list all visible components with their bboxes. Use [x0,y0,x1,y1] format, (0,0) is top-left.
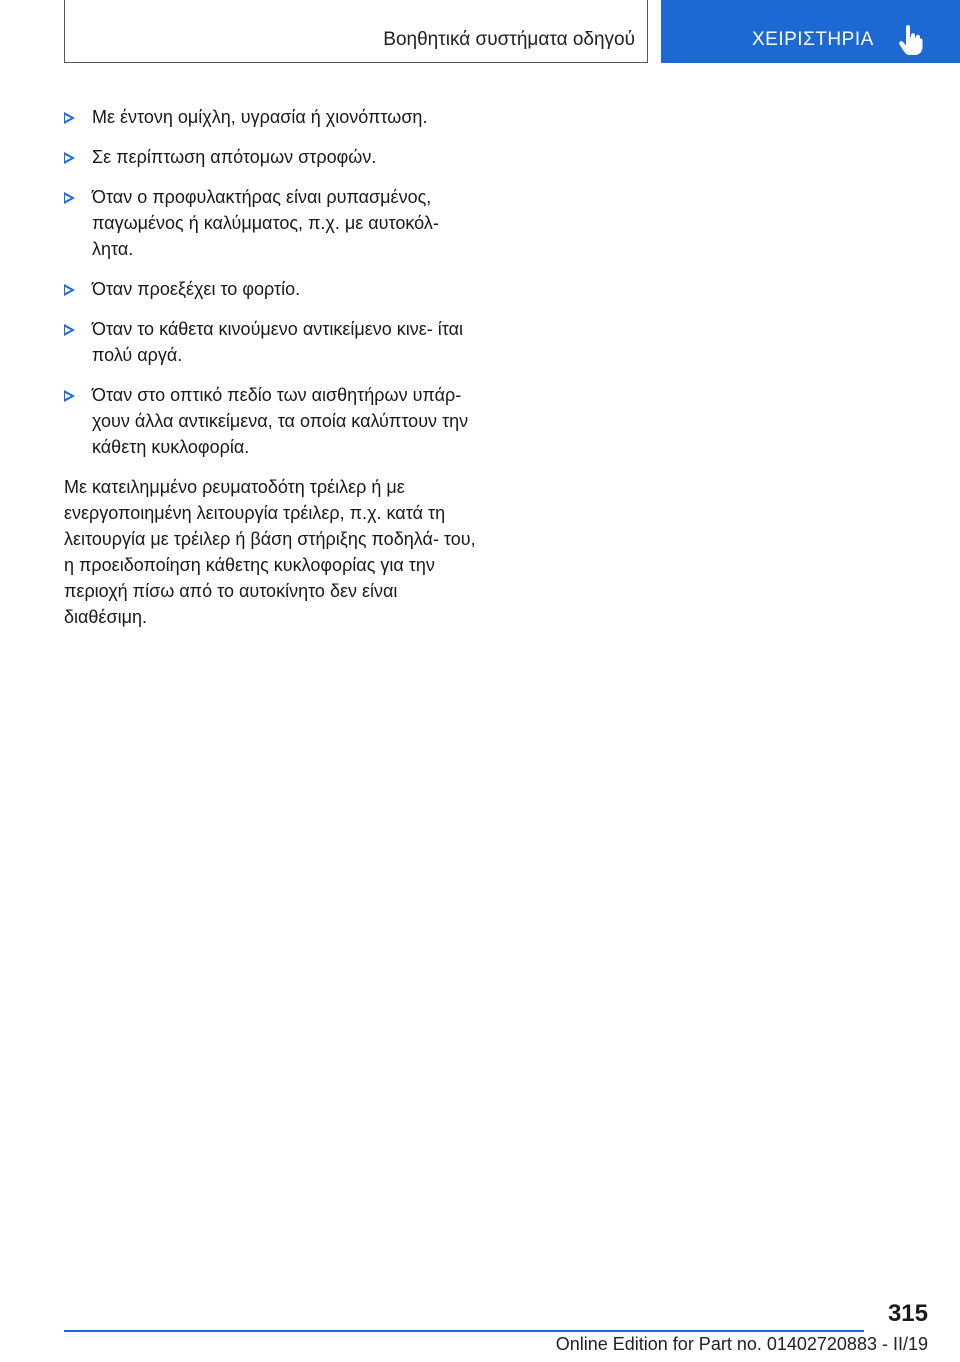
triangle-bullet-icon [64,192,75,204]
header-section-box [64,0,648,63]
list-item [64,184,484,262]
main-content [64,104,484,630]
triangle-bullet-icon [64,390,75,402]
triangle-bullet-icon [64,284,75,296]
hand-pointer-icon [898,25,924,55]
list-item-text: Σε περίπτωση απότομων στροφών. [92,147,377,167]
list-item-text: Όταν στο οπτικό πεδίο των αισθητήρων υπάρ- χουν άλλα αντικείμενα, τα οποία καλύπτουν την κάθετη κυκλοφορία. [92,385,469,457]
chapter-tab[interactable] [661,0,960,63]
triangle-bullet-icon [64,152,75,164]
triangle-bullet-icon [64,112,75,124]
list-item [64,316,484,368]
chapter-tab-label: ΧΕΙΡΙΣΤΗΡΙΑ [752,29,874,50]
section-title: Βοηθητικά συστήματα οδηγού [383,29,635,50]
list-item [64,144,484,170]
list-item-text: Όταν το κάθετα κινούμενο αντικείμενο κινε- ίται πολύ αργά. [92,319,464,365]
body-paragraph: Με κατειλημμένο ρευματοδότη τρέιλερ ή με ενεργοποιημένη λειτουργία τρέιλερ, π.χ. κατά τη λειτουργία με τρέιλερ ή βάση στήριξης ποδηλά- του, η προειδοποίηση κάθετης κυκλοφορίας για την περιοχή πίσω από το αυτοκίνητο δεν είναι διαθέσιμη. [64,477,476,627]
list-item [64,104,484,130]
list-item-text: Όταν προεξέχει το φορτίο. [92,279,301,299]
list-item [64,276,484,302]
footer-divider [64,1330,864,1332]
condition-list [64,104,484,460]
list-item-text: Με έντονη ομίχλη, υγρασία ή χιονόπτωση. [92,107,428,127]
list-item-text: Όταν ο προφυλακτήρας είναι ρυπασμένος, παγωμένος ή καλύμματος, π.χ. με αυτοκόλ- λητα. [92,187,439,259]
triangle-bullet-icon [64,324,75,336]
edition-note: Online Edition for Part no. 01402720883 - II/19 [555,1334,928,1354]
list-item [64,382,484,460]
page-number: 315 [887,1300,928,1327]
